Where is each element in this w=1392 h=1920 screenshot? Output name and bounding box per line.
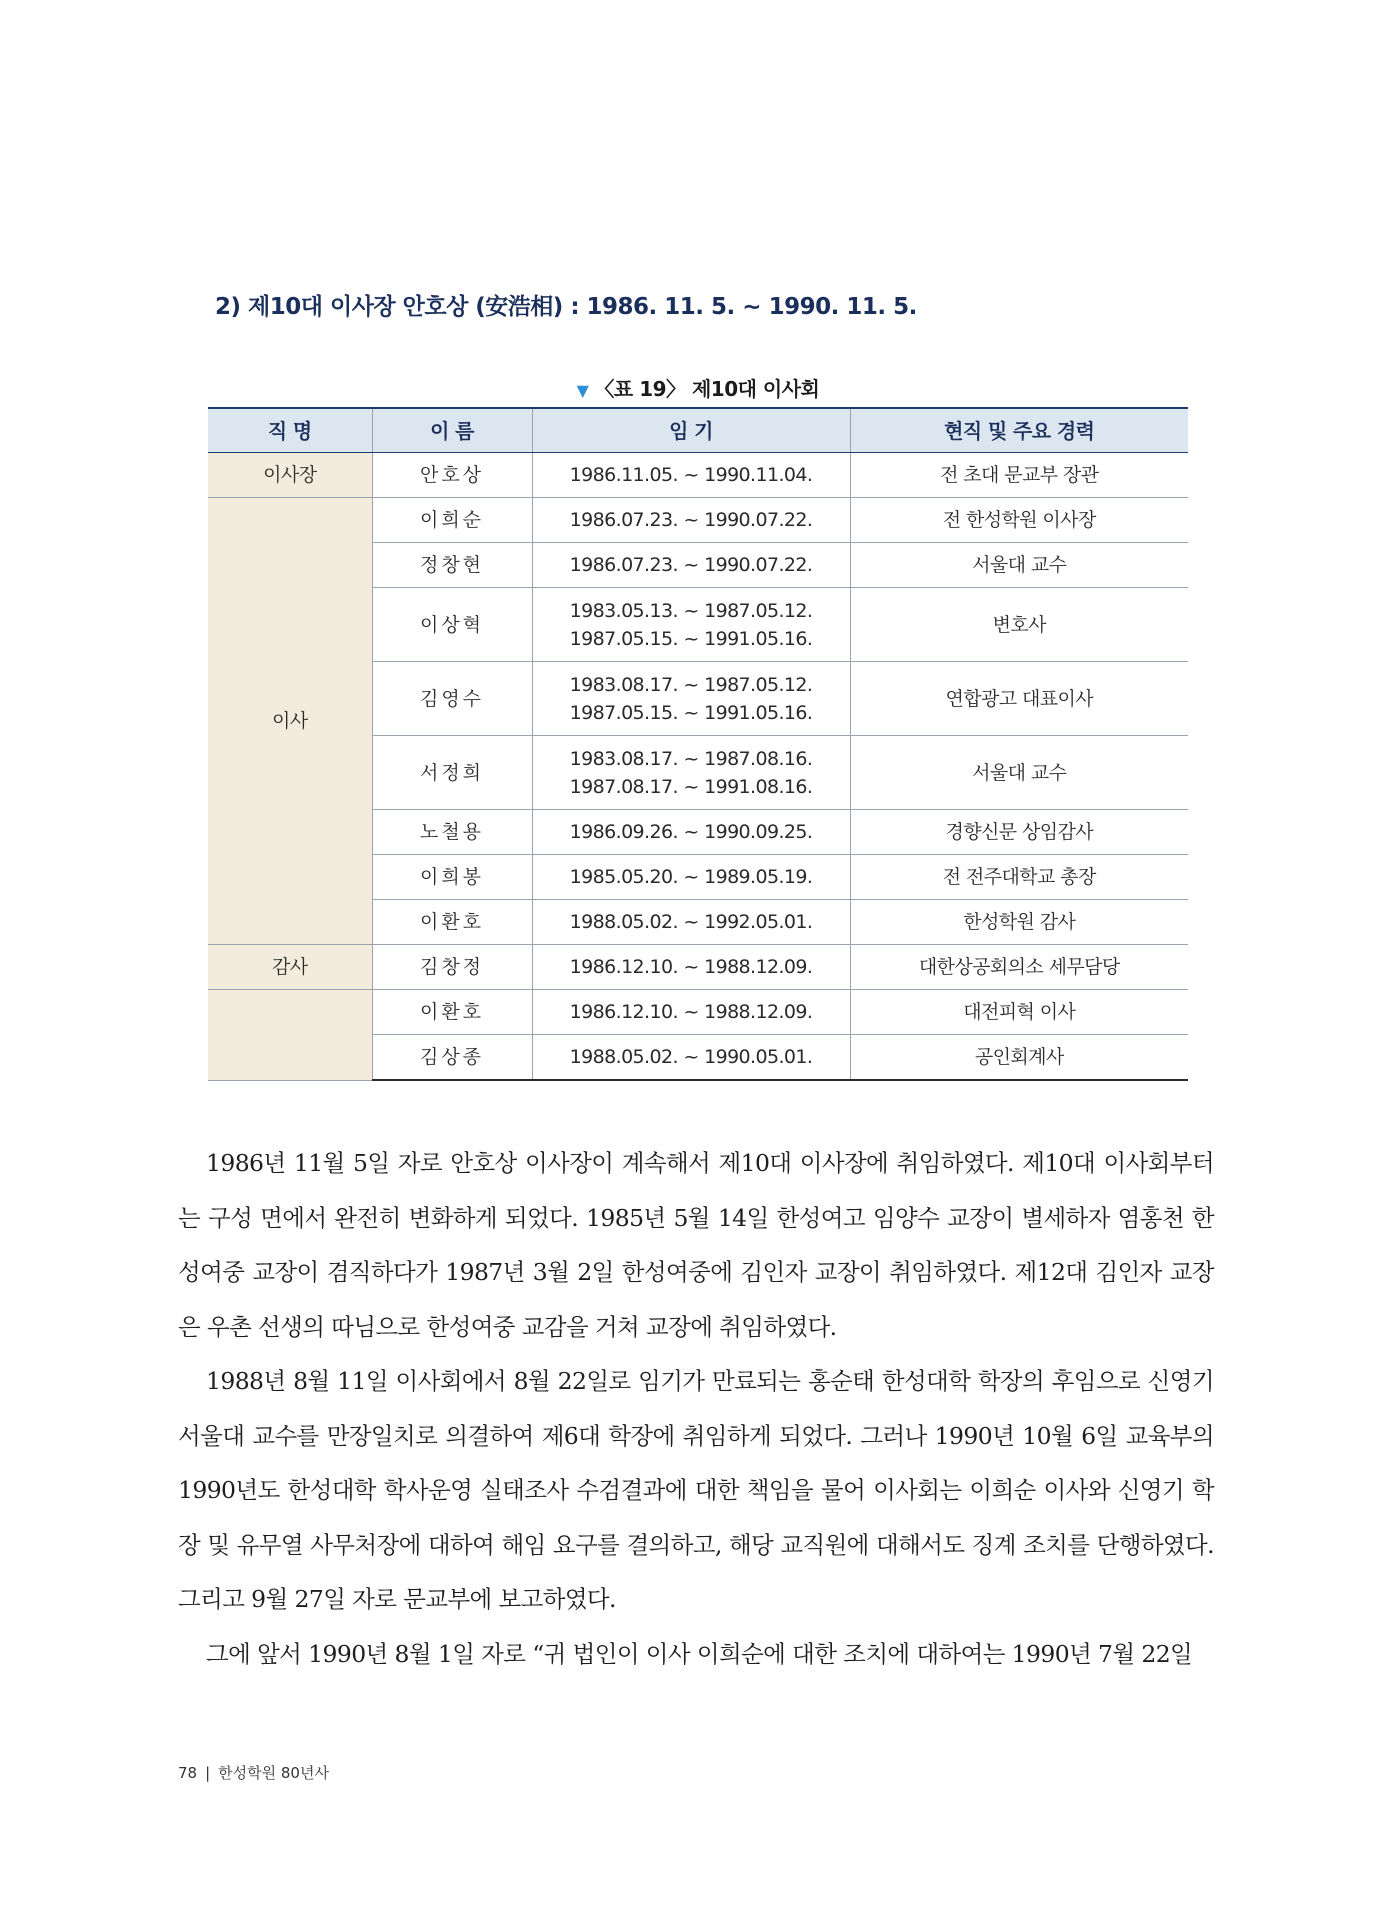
member-career: 대전피혁 이사 xyxy=(850,990,1188,1035)
table-row xyxy=(208,945,1188,990)
member-career: 서울대 교수 xyxy=(850,736,1188,810)
term-line: 1987.05.15. ~ 1991.05.16. xyxy=(569,701,813,724)
board-members-table xyxy=(208,407,1188,1081)
term-line: 1983.05.13. ~ 1987.05.12. xyxy=(569,599,813,622)
header-name: 이 름 xyxy=(372,408,532,453)
table-caption xyxy=(208,373,1188,402)
member-name: 정창현 xyxy=(372,543,532,588)
table-row xyxy=(208,498,1188,543)
header-career: 현직 및 주요 경력 xyxy=(850,408,1188,453)
member-term: 1988.05.02. ~ 1992.05.01. xyxy=(532,900,850,945)
page-number: 78 xyxy=(178,1764,198,1782)
member-career: 서울대 교수 xyxy=(850,543,1188,588)
member-term: 1986.12.10. ~ 1988.12.09. xyxy=(532,990,850,1035)
member-career: 경향신문 상임감사 xyxy=(850,810,1188,855)
member-career: 대한상공회의소 세무담당 xyxy=(850,945,1188,990)
member-term: 1986.09.26. ~ 1990.09.25. xyxy=(532,810,850,855)
member-name: 노철용 xyxy=(372,810,532,855)
member-name: 이상혁 xyxy=(372,588,532,662)
member-career: 한성학원 감사 xyxy=(850,900,1188,945)
role-cell: 이사 xyxy=(208,498,372,945)
member-name: 안호상 xyxy=(372,453,532,498)
member-name: 김영수 xyxy=(372,662,532,736)
member-name: 이희봉 xyxy=(372,855,532,900)
member-career: 전 한성학원 이사장 xyxy=(850,498,1188,543)
body-text xyxy=(178,1136,1214,1681)
member-career: 변호사 xyxy=(850,588,1188,662)
member-name: 서정희 xyxy=(372,736,532,810)
member-term: 1986.07.23. ~ 1990.07.22. xyxy=(532,543,850,588)
member-term: 1986.07.23. ~ 1990.07.22. xyxy=(532,498,850,543)
table-header-row xyxy=(208,408,1188,453)
role-cell: 이사장 xyxy=(208,453,372,498)
book-title: 한성학원 80년사 xyxy=(218,1764,329,1782)
page-footer xyxy=(178,1762,329,1783)
table-row xyxy=(208,453,1188,498)
member-name: 김상종 xyxy=(372,1035,532,1081)
role-cell-empty xyxy=(208,990,372,1081)
member-name: 이환호 xyxy=(372,900,532,945)
term-line: 1983.08.17. ~ 1987.05.12. xyxy=(569,673,813,696)
header-position: 직 명 xyxy=(208,408,372,453)
member-term xyxy=(532,662,850,736)
member-term: 1985.05.20. ~ 1989.05.19. xyxy=(532,855,850,900)
term-line: 1987.05.15. ~ 1991.05.16. xyxy=(569,627,813,650)
member-term xyxy=(532,736,850,810)
member-career: 전 전주대학교 총장 xyxy=(850,855,1188,900)
table-row xyxy=(208,990,1188,1035)
paragraph: 1986년 11월 5일 자로 안호상 이사장이 계속해서 제10대 이사장에 취임하였다. 제10대 이사회부터는 구성 면에서 완전히 변화하게 되었다. 1985년 5월 14일 한성여고 임양수 교장이 별세하자 염홍천 한성여중 교장이 겸직하다가 1987년 3월 2일 한성여중에 김인자 교장이 취임하였다. 제12대 김인자 교장은 우촌 선생의 따님으로 한성여중 교감을 거쳐 교장에 취임하였다. xyxy=(178,1149,1214,1341)
member-term xyxy=(532,588,850,662)
member-career: 공인회계사 xyxy=(850,1035,1188,1081)
section-heading: 2) 제10대 이사장 안호상 (安浩相) : 1986. 11. 5. ~ 1990. 11. 5. xyxy=(215,294,917,320)
triangle-down-icon: ▼ xyxy=(576,381,589,400)
member-name: 이환호 xyxy=(372,990,532,1035)
table-caption-text: 〈표 19〉 제10대 이사회 xyxy=(594,377,820,401)
term-line: 1987.08.17. ~ 1991.08.16. xyxy=(569,775,813,798)
member-career: 전 초대 문교부 장관 xyxy=(850,453,1188,498)
paragraph: 그에 앞서 1990년 8월 1일 자로 “귀 법인이 이사 이희순에 대한 조치에 대하여는 1990년 7월 22일 xyxy=(206,1639,1193,1668)
member-term: 1986.11.05. ~ 1990.11.04. xyxy=(532,453,850,498)
footer-separator: | xyxy=(205,1764,211,1782)
member-career: 연합광고 대표이사 xyxy=(850,662,1188,736)
member-term: 1988.05.02. ~ 1990.05.01. xyxy=(532,1035,850,1081)
member-term: 1986.12.10. ~ 1988.12.09. xyxy=(532,945,850,990)
role-cell: 감사 xyxy=(208,945,372,990)
member-name: 김창정 xyxy=(372,945,532,990)
header-term: 임 기 xyxy=(532,408,850,453)
member-name: 이희순 xyxy=(372,498,532,543)
paragraph: 1988년 8월 11일 이사회에서 8월 22일로 임기가 만료되는 홍순태 한성대학 학장의 후임으로 신영기 서울대 교수를 만장일치로 의결하여 제6대 학장에 취임하게 되었다. 그러나 1990년 10월 6일 교육부의 1990년도 한성대학 학사운영 실태조사 수검결과에 대한 책임을 물어 이사회는 이희순 이사와 신영기 학장 및 유무열 사무처장에 대하여 해임 요구를 결의하고, 해당 교직원에 대해서도 징계 조치를 단행하였다. 그리고 9월 27일 자로 문교부에 보고하였다. xyxy=(178,1367,1214,1613)
term-line: 1983.08.17. ~ 1987.08.16. xyxy=(569,747,813,770)
